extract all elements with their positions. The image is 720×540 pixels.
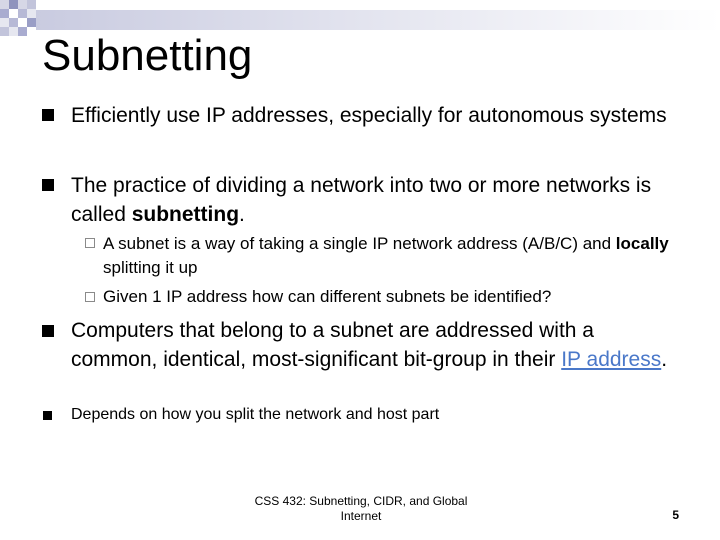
slide-title: Subnetting [42, 31, 253, 80]
bullet-text-end: . [661, 348, 668, 371]
bullet-item [71, 316, 671, 374]
sub-bullet-text-end: splitting it up [103, 258, 198, 277]
sub-bullet-item: Given 1 IP address how can different subnets be identified? [103, 287, 552, 306]
bullet-text: Computers that belong to a subnet are addressed with a common, identical, most-significant bit-group in their [71, 319, 594, 371]
sub-bullet-item [103, 232, 683, 280]
bullet-text-end: . [239, 203, 245, 226]
bullet-item: Depends on how you split the network and host part [71, 406, 440, 423]
slide-footer: CSS 432: Subnetting, CIDR, and Global Internet [254, 494, 468, 523]
square-bullet-icon [42, 179, 54, 191]
ip-address-link[interactable]: IP address [561, 348, 662, 371]
square-bullet-icon [43, 411, 52, 420]
hollow-square-bullet-icon [85, 292, 95, 302]
bullet-item: Efficiently use IP addresses, especially for autonomous systems [71, 104, 667, 127]
sub-bullet-text: A subnet is a way of taking a single IP network address (A/B/C) and [103, 234, 616, 253]
square-bullet-icon [42, 109, 54, 121]
sub-bullet-bold-term: locally [615, 234, 669, 253]
bullet-bold-term: subnetting [131, 203, 240, 226]
bullet-text: The practice of dividing a network into two or more networks is called [71, 174, 652, 226]
bullet-item [71, 171, 691, 229]
hollow-square-bullet-icon [85, 238, 95, 248]
square-bullet-icon [42, 325, 54, 337]
page-number: 5 [672, 508, 679, 522]
